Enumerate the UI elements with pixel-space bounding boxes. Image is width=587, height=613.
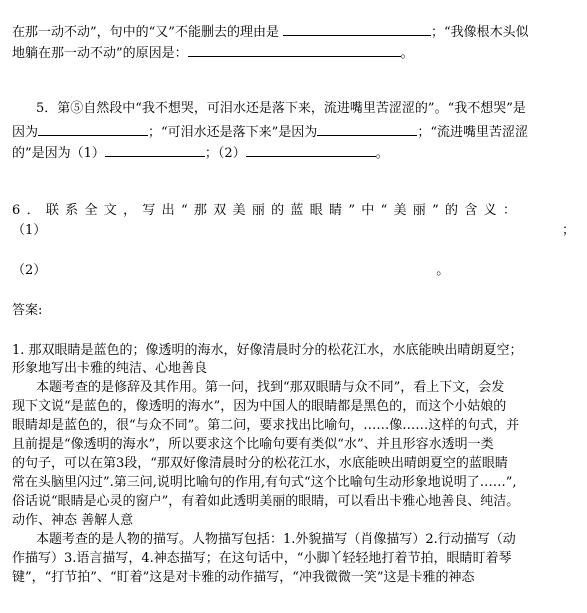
- answer-line: 1. 那双眼睛是蓝色的；像透明的海水，好像清晨时分的松花江水，水底能映出晴朗夏空；: [12, 343, 523, 358]
- q5-text-1: 5．第⑤自然段中“我不想哭，可泪水还是落下来，流进嘴里苦涩涩的”。“我不想哭”是: [36, 101, 526, 116]
- q5-text-3c: 。: [375, 146, 389, 161]
- answer-line: 俗话说“眼睛是心灵的窗户”，有着如此透明美丽的眼睛，可以看出卡雅心地善良、纯洁。: [12, 494, 520, 509]
- q4-line-2: [12, 42, 575, 63]
- q6-line-3: [12, 262, 575, 280]
- q4-text-2a: 地躺在那一动不动”的原因是：: [12, 46, 188, 61]
- q6-line-2: [12, 222, 575, 240]
- answer-line: 常在头脑里闪过”.第三问,说明比喻句的作用,有句式“这个比喻句生动形象地说明了……”,: [12, 475, 517, 490]
- q6-line-1: [12, 202, 575, 220]
- q6-text-2a: （1）: [12, 223, 47, 238]
- answer-line: 动作、神态 善解人意: [12, 513, 134, 528]
- q5-line-2: [12, 121, 575, 142]
- answer-blank[interactable]: [188, 42, 401, 57]
- q6-text-3b: 。: [436, 263, 450, 278]
- answer-line: 本题考查的是修辞及其作用。第一问，找到“那双眼睛与众不同”，看上下文，会发: [36, 380, 505, 395]
- answers-heading: 答案:: [12, 303, 43, 318]
- q4-text-1b: ；“我像根木头似: [430, 25, 529, 40]
- q5-text-3b: ；（2）: [204, 146, 246, 161]
- answer-blank[interactable]: [317, 121, 417, 136]
- answer-line: 的句子，可以在第3段，“那双好像清晨时分的松花江水，水底能映出晴朗夏空的蓝眼睛: [12, 456, 508, 471]
- answer-blank[interactable]: [38, 121, 148, 136]
- q6-text-3a: （2）: [12, 263, 47, 278]
- q5-text-2a: 因为: [12, 125, 39, 140]
- answer-blank[interactable]: [283, 21, 431, 36]
- q4-text-2b: 。: [400, 46, 414, 61]
- q5-line-1: [12, 100, 575, 118]
- q5-line-3: [12, 142, 575, 163]
- q5-text-2b: ；“可泪水还是落下来”是因为: [148, 125, 318, 140]
- q4-line-1: [12, 21, 575, 42]
- q6-text-2b: ；: [561, 223, 575, 238]
- answer-blank[interactable]: [105, 142, 205, 157]
- q5-text-2c: ；“流进嘴里苦涩涩: [417, 125, 528, 140]
- q6-text-1: 6．联系全文，写出“那双美丽的蓝眼睛”中“美丽”的含义：: [12, 203, 523, 218]
- q4-text-1a: 在那一动不动”，句中的“又”不能删去的理由是: [12, 25, 279, 40]
- q5-text-3a: 的”是因为（1）: [12, 146, 105, 161]
- answer-line: 形象地写出卡雅的纯洁、心地善良: [12, 361, 208, 376]
- answer-line: 键”，“打节拍”、“盯着”这是对卡雅的动作描写，“冲我微微一笑”这是卡雅的神态: [12, 570, 475, 585]
- answer-line: 且前提是“像透明的海水”，所以要求这个比喻句要有类似“水”、并且形容水透明一类: [12, 437, 494, 452]
- answer-line: 本题考查的是人物的描写。人物描写包括：1.外貌描写（肖像描写）2.行动描写（动: [36, 532, 516, 547]
- answer-line: 作描写）3.语言描写，4.神态描写；在这句话中，“小脚丫轻轻地打着节拍，眼睛盯着琴: [12, 551, 512, 566]
- answer-line: 眼睛却是蓝色的，很“与众不同”。第二问，要求找出比喻句，……像……这样的句式，并: [12, 418, 520, 433]
- answer-blank[interactable]: [246, 142, 376, 157]
- answer-line: 现下文说“是蓝色的，像透明的海水”，因为中国人的眼睛都是黑色的，而这个小姑娘的: [12, 399, 507, 414]
